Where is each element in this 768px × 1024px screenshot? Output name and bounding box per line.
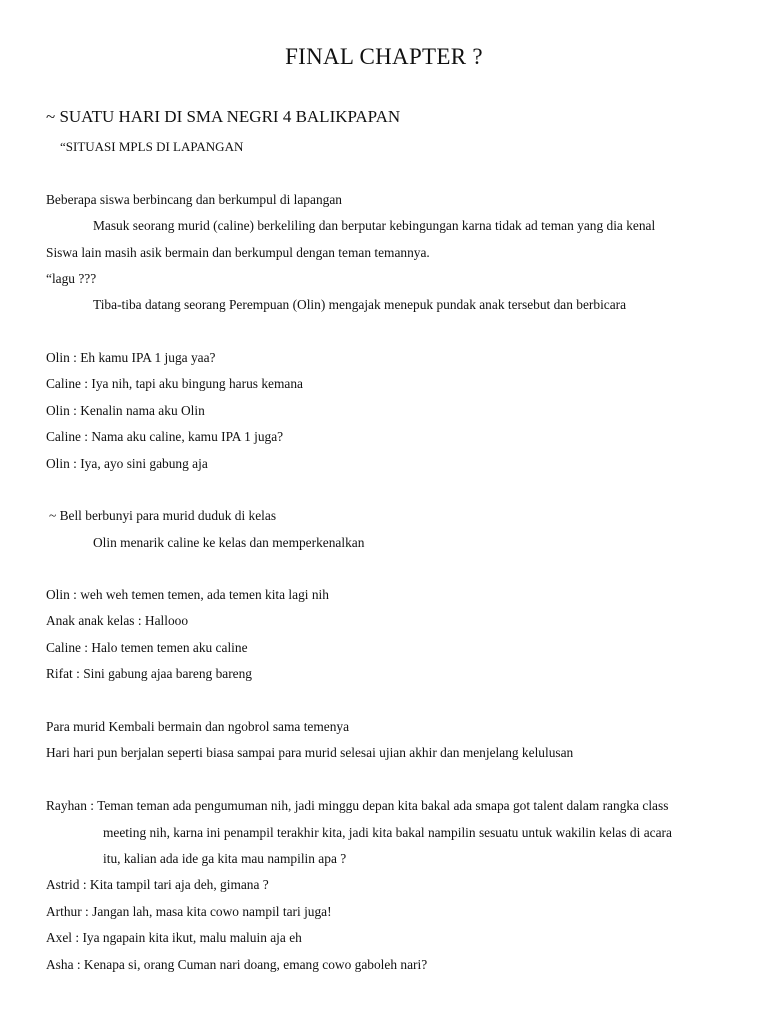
dialogue-line: Caline : Halo temen temen aku caline — [46, 640, 248, 655]
text-line: Hari hari pun berjalan seperti biasa sampai para murid selesai ujian akhir dan menjelang kelulusan — [46, 745, 574, 760]
dialogue-line: Olin : Kenalin nama aku Olin — [46, 403, 205, 418]
dialogue-line: Rayhan : Teman teman ada pengumuman nih, jadi minggu depan kita bakal ada smapa got talent dalam rangka class — [46, 798, 669, 813]
text-line: Tiba-tiba datang seorang Perempuan (Olin) mengajak menepuk pundak anak tersebut dan berbicara — [93, 297, 627, 312]
dialogue-line: itu, kalian ada ide ga kita mau nampilin apa ? — [103, 851, 347, 866]
text-line: Beberapa siswa berbincang dan berkumpul di lapangan — [46, 192, 342, 207]
text-line: Para murid Kembali bermain dan ngobrol sama temenya — [46, 719, 350, 734]
dialogue-line: Axel : Iya ngapain kita ikut, malu maluin aja eh — [46, 930, 302, 945]
dialogue-line: Arthur : Jangan lah, masa kita cowo nampil tari juga! — [46, 904, 332, 919]
dialogue-line: meeting nih, karna ini penampil terakhir kita, jadi kita bakal nampilin sesuatu untuk wakilin kelas di acara — [103, 825, 672, 840]
dialogue-line: Anak anak kelas : Hallooo — [46, 613, 189, 628]
dialogue-line: Olin : Eh kamu IPA 1 juga yaa? — [46, 350, 216, 365]
dialogue-line: Asha : Kenapa si, orang Cuman nari doang, emang cowo gaboleh nari? — [46, 957, 428, 972]
dialogue-line: Olin : weh weh temen temen, ada temen kita lagi nih — [46, 587, 329, 602]
scene-heading: ~ SUATU HARI DI SMA NEGRI 4 BALIKPAPAN — [46, 107, 401, 126]
dialogue-line: Olin : Iya, ayo sini gabung aja — [46, 456, 208, 471]
document-title: FINAL CHAPTER ? — [285, 44, 483, 69]
text-line: Siswa lain masih asik bermain dan berkumpul dengan teman temannya. — [46, 245, 430, 260]
scene-subheading: “SITUASI MPLS DI LAPANGAN — [60, 139, 244, 154]
text-line: Olin menarik caline ke kelas dan memperkenalkan — [93, 535, 365, 550]
dialogue-line: Caline : Iya nih, tapi aku bingung harus kemana — [46, 376, 303, 391]
dialogue-line: Rifat : Sini gabung ajaa bareng bareng — [46, 666, 252, 681]
text-line: ~ Bell berbunyi para murid duduk di kelas — [49, 508, 277, 523]
text-line: “lagu ??? — [46, 271, 97, 286]
dialogue-line: Caline : Nama aku caline, kamu IPA 1 juga? — [46, 429, 284, 444]
text-line: Masuk seorang murid (caline) berkeliling dan berputar kebingungan karna tidak ad teman yang dia kenal — [93, 218, 656, 233]
dialogue-line: Astrid : Kita tampil tari aja deh, gimana ? — [46, 877, 269, 892]
